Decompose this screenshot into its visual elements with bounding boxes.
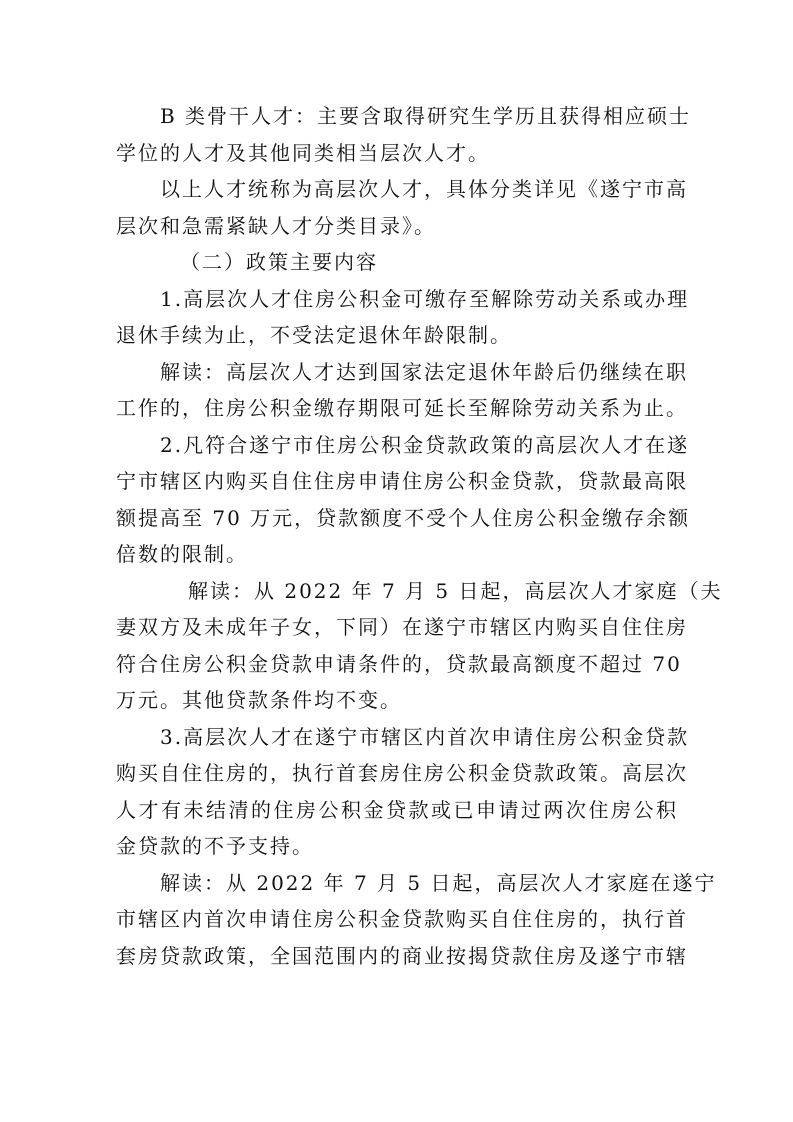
document-page [116, 98, 723, 974]
section-heading [116, 244, 678, 281]
text-line: 人才有未结清的住房公积金贷款或已申请过两次住房公积 [116, 797, 678, 822]
paragraph [116, 427, 691, 573]
text-line: 解读：高层次人才达到国家法定退休年龄后仍继续在职 [160, 359, 688, 384]
text-line: 购买自住住房的，执行首套房住房公积金贷款政策。高层次 [116, 761, 688, 785]
text-line: 倍数的限制。 [116, 542, 248, 566]
paragraph [116, 281, 690, 354]
text-line: 学位的人才及其他同类相当层次人才。 [116, 140, 490, 165]
text-line: B 类骨干人才：主要含取得研究生学历且获得相应硕士 [160, 104, 692, 128]
text-line: （二）政策主要内容 [180, 250, 378, 274]
text-line: 符合住房公积金贷款申请条件的，贷款最高额度不超过 70 [116, 651, 682, 676]
text-line: 套房贷款政策，全国范围内的商业按揭贷款住房及遂宁市辖 [116, 943, 688, 968]
text-line: 3.高层次人才在遂宁市辖区内首次申请住房公积金贷款 [160, 724, 690, 749]
paragraph [116, 719, 690, 865]
paragraph [116, 354, 688, 427]
text-line: 解读：从 2022 年 7 月 5 日起，高层次人才家庭（夫 [188, 578, 723, 603]
text-line: 工作的，住房公积金缴存期限可延长至解除劳动关系为止。 [116, 396, 688, 420]
paragraph [116, 171, 688, 244]
text-line: 额提高至 70 万元，贷款额度不受个人住房公积金缴存余额 [116, 505, 691, 530]
text-line: 万元。其他贷款条件均不变。 [116, 688, 402, 712]
paragraph [116, 865, 717, 975]
text-line: 2.凡符合遂宁市住房公积金贷款政策的高层次人才在遂 [160, 432, 690, 457]
text-line: 妻双方及未成年子女，下同）在遂宁市辖区内购买自住住房 [116, 615, 688, 639]
text-line: 1.高层次人才住房公积金可缴存至解除劳动关系或办理 [160, 286, 690, 311]
text-line: 解读：从 2022 年 7 月 5 日起，高层次人才家庭在遂宁 [160, 870, 717, 895]
text-line: 宁市辖区内购买自住住房申请住房公积金贷款，贷款最高限 [116, 469, 688, 493]
text-line: 金贷款的不予支持。 [116, 834, 314, 858]
text-line: 退休手续为止，不受法定退休年龄限制。 [116, 323, 512, 347]
text-line: 以上人才统称为高层次人才，具体分类详见《遂宁市高 [160, 177, 688, 201]
text-line: 市辖区内首次申请住房公积金贷款购买自住住房的，执行首 [116, 907, 688, 931]
paragraph [116, 573, 723, 719]
paragraph [116, 98, 692, 171]
text-line: 层次和急需紧缺人才分类目录》。 [116, 213, 436, 238]
